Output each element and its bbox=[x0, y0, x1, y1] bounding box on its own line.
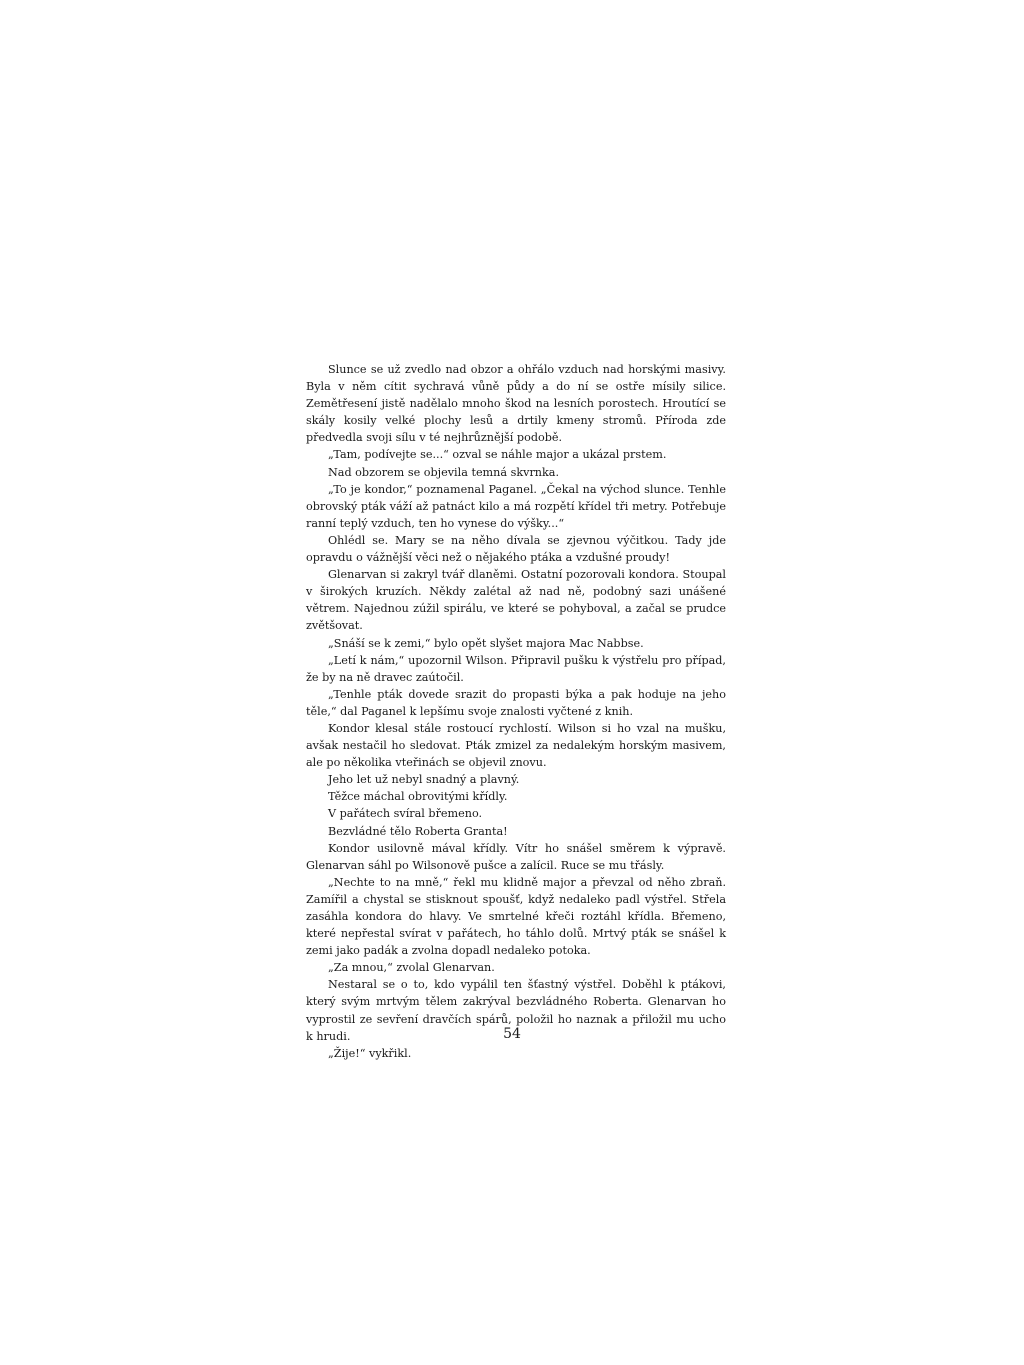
paragraph-17: „Za mnou,“ zvolal Glenarvan. bbox=[328, 961, 495, 975]
page-number: 54 bbox=[503, 1026, 521, 1042]
paragraph-19: „Žije!“ vykřikl. bbox=[328, 1046, 412, 1060]
paragraph-11: Jeho let už nebyl snadný a plavný. bbox=[328, 773, 520, 787]
paragraph-8: „Letí k nám,“ upozornil Wilson. Připravil pušku k výstřelu pro případ, že by na ně dravec zaútočil. bbox=[306, 653, 726, 684]
paragraph-7: „Snáší se k zemi,“ bylo opět slyšet majora Mac Nabbse. bbox=[328, 636, 644, 650]
paragraph-3: Nad obzorem se objevila temná skvrnka. bbox=[328, 465, 559, 479]
paragraph-4: „To je kondor,“ poznamenal Paganel. „Čekal na východ slunce. Tenhle obrovský pták váží až patnáct kilo a má rozpětí křídel tři metry. Potřebuje ranní teplý vzduch, ten ho vynese do výšky...“ bbox=[306, 482, 726, 530]
paragraph-10: Kondor klesal stále rostoucí rychlostí. Wilson si ho vzal na mušku, avšak nestačil ho sledovat. Pták zmizel za nedalekým horským masivem, ale po několika vteřinách se objevil znovu. bbox=[306, 721, 726, 770]
paragraph-14: Bezvládné tělo Roberta Granta! bbox=[328, 824, 508, 838]
paragraph-12: Těžce máchal obrovitými křídly. bbox=[328, 790, 508, 804]
paragraph-18: Nestaral se o to, kdo vypálil ten šťastný výstřel. Doběhl k ptákovi, který svým mrtvým tělem zakrýval bezvládného Roberta. Glenarvan ho vyprostil ze sevření dravčích spárů, položil ho naznak a přiložil mu ucho k hrudi. bbox=[306, 978, 726, 1043]
paragraph-13: V pařátech svíral břemeno. bbox=[328, 807, 483, 821]
paragraph-2: „Tam, podívejte se...“ ozval se náhle major a ukázal prstem. bbox=[328, 448, 667, 462]
body-text bbox=[306, 361, 726, 1062]
paragraph-15: Kondor usilovně mával křídly. Vítr ho snášel směrem k výpravě. Glenarvan sáhl po Wilsonově pušce a zalícil. Ruce se mu třásly. bbox=[306, 841, 726, 872]
paragraph-9: „Tenhle pták dovede srazit do propasti býka a pak hoduje na jeho těle,“ dal Paganel k lepšímu svoje znalosti vyčtené z knih. bbox=[306, 687, 726, 718]
paragraph-1: Slunce se už zvedlo nad obzor a ohřálo vzduch nad horskými masivy. Byla v něm cítit sychravá vůně půdy a do ní se ostře mísily silice. Zemětřesení jistě nadělalo mnoho škod na lesních porostech. Hroutící se skály kosily velké plochy lesů a drtily kmeny stromů. Příroda zde předvedla svoji sílu v té nejhrůznější podobě. bbox=[306, 363, 726, 445]
paragraph-16: „Nechte to na mně,“ řekl mu klidně major a převzal od něho zbraň. Zamířil a chystal se stisknout spoušť, když nedaleko padl výstřel. Střela zasáhla kondora do hlavy. Ve smrtelné křeči roztáhl křídla. Břemeno, které nepřestal svírat v pařátech, ho táhlo dolů. Mrtvý pták se snášel k zemi jako padák a zvolna dopadl nedaleko potoka. bbox=[306, 875, 726, 958]
paragraph-5: Ohlédl se. Mary se na něho dívala se zjevnou výčitkou. Tady jde opravdu o vážnější věci než o nějakého ptáka a vzdušné proudy! bbox=[306, 533, 726, 565]
paragraph-6: Glenarvan si zakryl tvář dlaněmi. Ostatní pozorovali kondora. Stoupal v širokých kruzích. Někdy zalétal až nad ně, podobný sazi unášené větrem. Najednou zúžil spirálu, ve které se pohyboval, a začal se prudce zvětšovat. bbox=[306, 568, 726, 633]
